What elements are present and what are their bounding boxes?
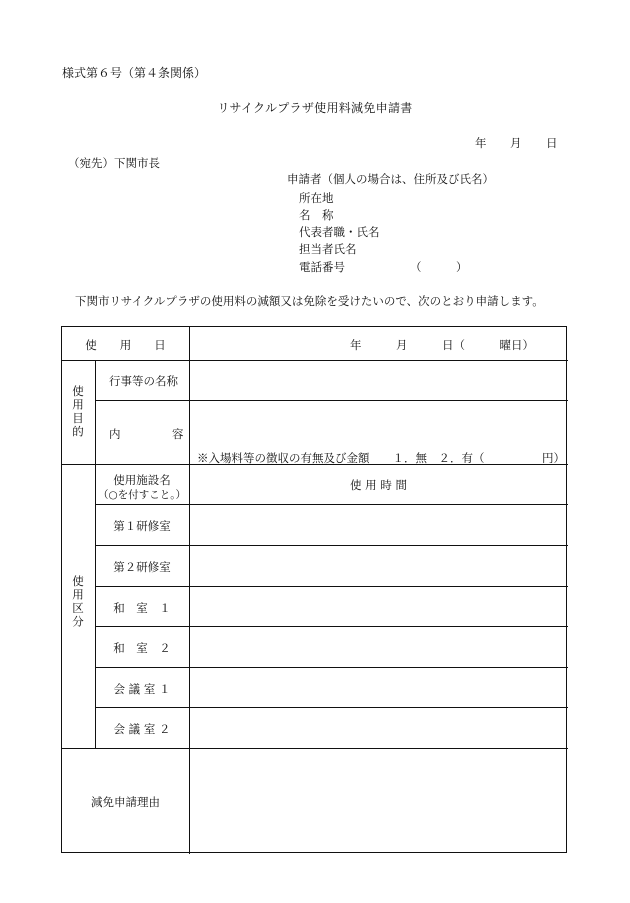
content-label-b: 容 — [172, 427, 184, 441]
row-divider — [95, 400, 568, 401]
usage-date-label: 使 用 日 — [85, 338, 166, 352]
row-divider — [95, 586, 568, 587]
applicant-contact-label: 担当者氏名 — [299, 242, 357, 256]
row-divider — [95, 667, 568, 668]
applicant-phone-label: 電話番号 — [299, 260, 345, 274]
row-divider — [95, 707, 568, 708]
facility-japanese-room-2[interactable]: 和 室 ２ — [113, 641, 171, 655]
facility-training-room-1[interactable]: 第１研修室 — [113, 519, 171, 533]
applicant-address-label: 所在地 — [299, 191, 334, 205]
facility-japanese-room-1[interactable]: 和 室 １ — [113, 601, 171, 615]
facility-meeting-room-1[interactable]: 会 議 室 １ — [113, 682, 171, 696]
facility-header-note: （○を付すこと。） — [98, 489, 186, 501]
row-divider — [95, 504, 568, 505]
category-group-label: 使用区分 — [71, 575, 85, 629]
facility-meeting-room-2[interactable]: 会 議 室 ２ — [113, 722, 171, 736]
applicant-heading: 申請者（個人の場合は、住所及び氏名） — [287, 172, 494, 186]
row-divider — [95, 626, 568, 627]
usage-date-value[interactable]: 年 月 日（ 曜日） — [350, 338, 534, 352]
facility-training-room-2[interactable]: 第２研修室 — [113, 560, 171, 574]
applicant-representative-label: 代表者職・氏名 — [299, 225, 380, 239]
applicant-phone-paren: （ ） — [410, 260, 468, 274]
event-name-label: 行事等の名称 — [109, 374, 178, 388]
date-day-label: 日 — [546, 136, 558, 150]
addressee: （宛先）下関市長 — [68, 156, 160, 170]
fee-note: ※入場料等の徴収の有無及び金額 １．無 ２．有（ 円） — [197, 451, 565, 465]
col-divider — [189, 327, 190, 854]
form-number: 様式第６号（第４条関係） — [62, 66, 207, 80]
row-divider — [62, 360, 568, 361]
purpose-group-label: 使用目的 — [71, 385, 85, 439]
facility-header: 使用施設名 — [113, 473, 171, 487]
content-label-a: 内 — [109, 427, 121, 441]
reason-label: 減免申請理由 — [91, 795, 160, 809]
application-table — [61, 326, 567, 853]
row-divider — [62, 748, 568, 749]
row-divider — [95, 545, 568, 546]
date-month-label: 月 — [510, 136, 522, 150]
usage-time-header: 使 用 時 間 — [350, 478, 407, 492]
intro-text: 下関市リサイクルプラザの使用料の減額又は免除を受けたいので、次のとおり申請します。 — [75, 294, 544, 308]
applicant-name-label: 名 称 — [299, 208, 334, 222]
form-title: リサイクルプラザ使用料減免申請書 — [217, 101, 413, 115]
date-year-label: 年 — [475, 136, 487, 150]
